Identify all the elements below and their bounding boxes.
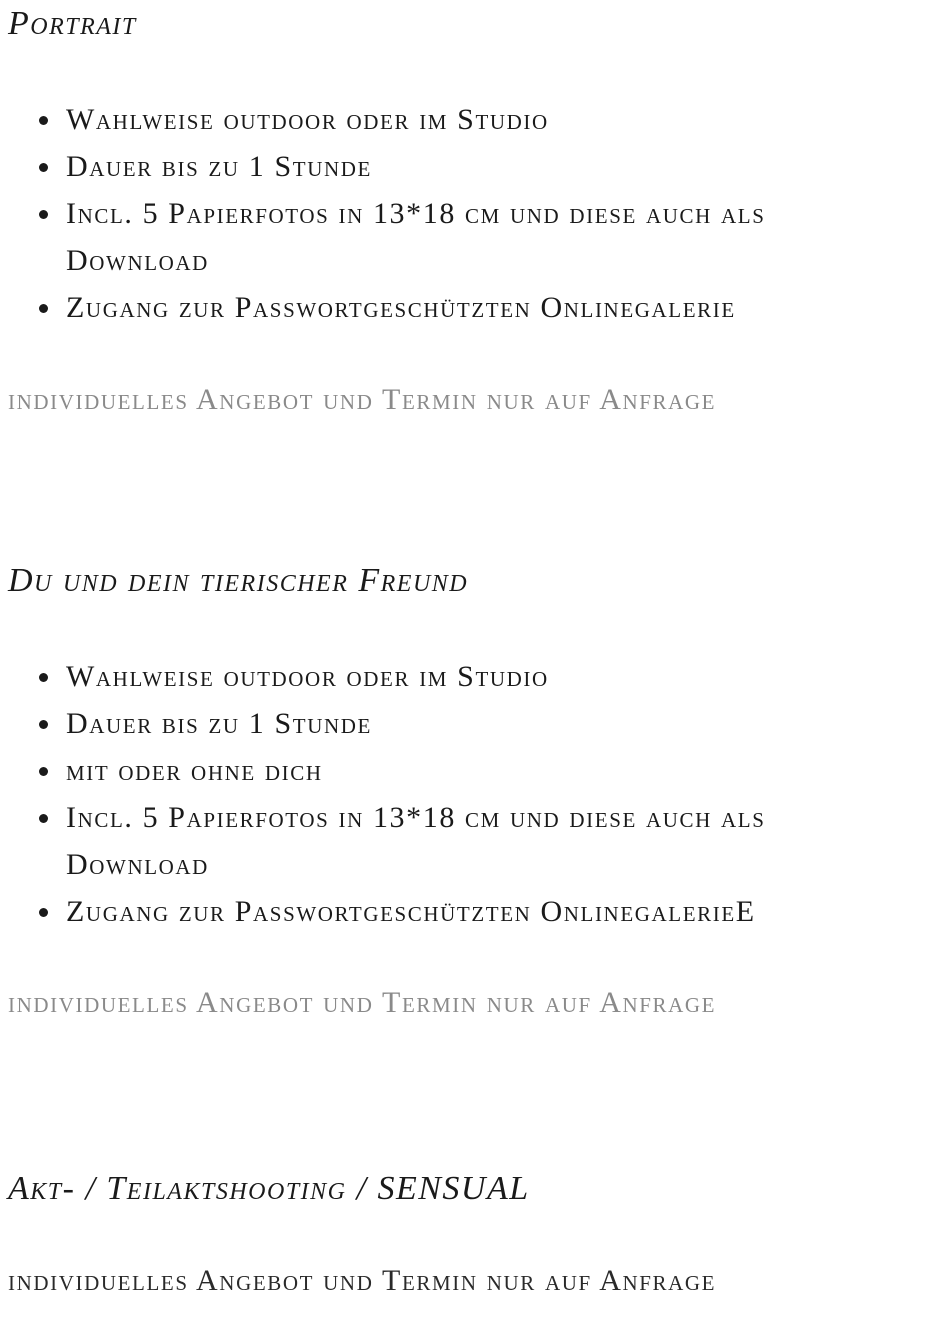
list-item [8, 96, 866, 143]
bullet-icon [39, 163, 48, 172]
list-item [8, 747, 866, 794]
list-item [8, 700, 866, 747]
list-item [8, 143, 866, 190]
bullet-icon [39, 720, 48, 729]
bullet-icon [39, 908, 48, 917]
list-item-text: Wahlweise outdoor oder im Studio [66, 103, 549, 136]
list-item [8, 888, 866, 935]
list-item-text: Incl. 5 Papierfotos in 13*18 cm und diese auch als Download [66, 197, 766, 277]
bullet-icon [39, 673, 48, 682]
list-item-text: Zugang zur Passwortgeschützten OnlinegalerieE [66, 895, 756, 928]
section-portrait [8, 4, 939, 416]
bullet-icon [39, 814, 48, 823]
list-item-text: Dauer bis zu 1 Stunde [66, 150, 372, 183]
list-item-text: Wahlweise outdoor oder im Studio [66, 660, 549, 693]
list-item-text: mit oder ohne dich [66, 754, 323, 787]
offer-note: individuelles Angebot und Termin nur auf Anfrage [8, 1264, 717, 1297]
list-item [8, 794, 866, 888]
feature-list [8, 96, 939, 331]
section-title: Portrait [8, 5, 137, 42]
feature-list [8, 653, 939, 935]
bullet-icon [39, 767, 48, 776]
list-item-text: Incl. 5 Papierfotos in 13*18 cm und diese auch als Download [66, 801, 766, 881]
section-title: Akt- / Teilaktshooting / SENSUAL [8, 1170, 530, 1207]
list-item-text: Dauer bis zu 1 Stunde [66, 707, 372, 740]
list-item-text: Zugang zur Passwortgeschützten Onlinegalerie [66, 291, 736, 324]
section-nude [8, 1169, 939, 1297]
list-item [8, 653, 866, 700]
section-title: Du und dein tierischer Freund [8, 562, 469, 599]
offer-note: individuelles Angebot und Termin nur auf Anfrage [8, 986, 717, 1019]
offer-note: individuelles Angebot und Termin nur auf Anfrage [8, 383, 717, 416]
bullet-icon [39, 304, 48, 313]
section-pet [8, 561, 939, 1019]
bullet-icon [39, 210, 48, 219]
list-item [8, 190, 866, 284]
list-item [8, 284, 866, 331]
bullet-icon [39, 116, 48, 125]
